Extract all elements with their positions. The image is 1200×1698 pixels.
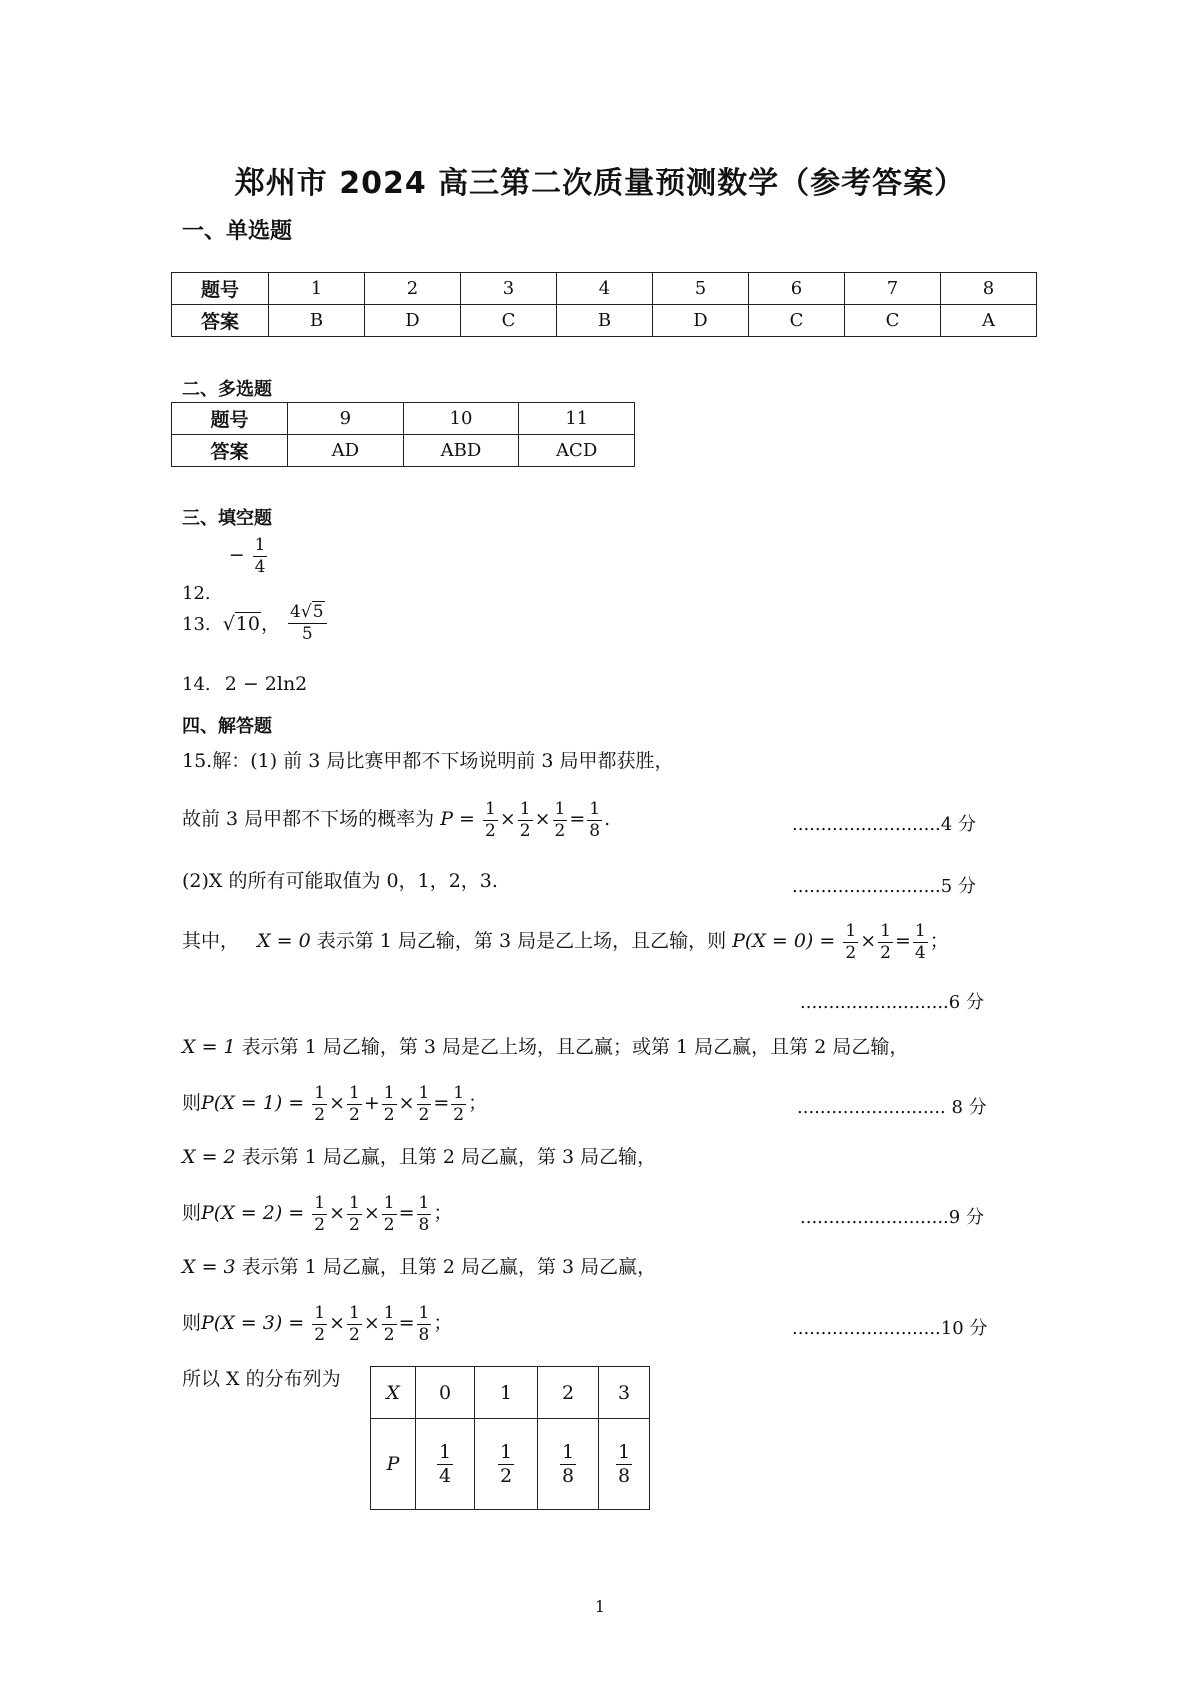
score-8: .......................... 8 分 [797, 1097, 987, 1118]
question-number: 1 [269, 273, 365, 305]
solution-line-3: (2)X 的所有可能取值为 0，1，2，3. [182, 870, 498, 892]
dist-x-value: 3 [599, 1367, 650, 1419]
solution-line-5: X = 1 表示第 1 局乙输，第 3 局是乙上场，且乙赢；或第 1 局乙赢，且第 2 局乙输， [182, 1036, 909, 1058]
answer-cell: ACD [519, 435, 635, 467]
dist-p-value: $\frac{1}{8}$ [599, 1419, 650, 1510]
solution-line-7: X = 2 表示第 1 局乙赢，且第 2 局乙赢，第 3 局乙输， [182, 1146, 657, 1168]
score-4: ..........................4 分 [792, 814, 976, 835]
question-number: 4 [557, 273, 653, 305]
answer-cell: B [557, 305, 653, 337]
solution-line-1: 15.解：(1) 前 3 局比赛甲都不下场说明前 3 局甲都获胜， [182, 750, 674, 772]
answer-cell: C [845, 305, 941, 337]
question-number: 2 [365, 273, 461, 305]
score-5: ..........................5 分 [792, 876, 976, 897]
answer-cell: AD [288, 435, 404, 467]
solution-line-6: 则P(X = 1) = $\frac{1}{2}$ × $\frac{1}{2}$ + $\frac{1}{2}$ × $\frac{1}{2}$ = $\frac{1}{2}$ ； [182, 1083, 488, 1125]
section-multiple-choice-heading: 二、多选题 [182, 379, 272, 400]
score-6: ..........................6 分 [800, 992, 984, 1013]
score-9: ..........................9 分 [800, 1207, 984, 1228]
fraction-numerator: 4√5 [288, 603, 327, 624]
score-10: ..........................10 分 [792, 1318, 988, 1339]
answer-14: 14. 2 − 2ln2 [182, 673, 308, 695]
dist-x-value: 0 [416, 1367, 475, 1419]
dist-p-value: $\frac{1}{8}$ [538, 1419, 599, 1510]
question-number-14: 14. [182, 674, 211, 695]
solution-line-9: X = 3 表示第 1 局乙赢，且第 2 局乙赢，第 3 局乙赢， [182, 1256, 657, 1278]
sqrt-expression: √10 [222, 613, 260, 636]
question-number: 11 [519, 403, 635, 435]
solution-line-2: 故前 3 局甲都不下场的概率为 P = $\frac{1}{2}$ × $\frac{1}{2}$ × $\frac{1}{2}$ = $\frac{1}{8}$ . [182, 799, 611, 841]
section-solution-heading: 四、解答题 [182, 716, 272, 737]
multiple-choice-answer-table [171, 402, 635, 467]
question-number: 5 [653, 273, 749, 305]
solution-line-10: 则P(X = 3) = $\frac{1}{2}$ × $\frac{1}{2}$ × $\frac{1}{2}$ = $\frac{1}{8}$ ； [182, 1303, 453, 1345]
row-label-question: 题号 [172, 403, 288, 435]
solution-line-8: 则P(X = 2) = $\frac{1}{2}$ × $\frac{1}{2}$ × $\frac{1}{2}$ = $\frac{1}{8}$ ； [182, 1193, 453, 1235]
question-number: 8 [941, 273, 1037, 305]
row-label-question: 题号 [172, 273, 269, 305]
answer-cell: ABD [403, 435, 519, 467]
dist-x-label: X [371, 1367, 416, 1419]
distribution-table [370, 1366, 650, 1510]
single-choice-answer-table [171, 272, 1037, 337]
fraction-denominator: 5 [301, 623, 313, 644]
question-number-12: 12. [182, 583, 211, 605]
fraction-denominator: 4 [254, 556, 266, 577]
answer-13: 13. √10， $\frac{4√5}{5}$ [182, 605, 329, 645]
row-label-answer: 答案 [172, 435, 288, 467]
answer-cell: D [653, 305, 749, 337]
answer-cell: C [461, 305, 557, 337]
dist-p-label: P [371, 1419, 416, 1510]
answer-cell: A [941, 305, 1037, 337]
dist-x-value: 1 [475, 1367, 538, 1419]
dist-p-value: $\frac{1}{2}$ [475, 1419, 538, 1510]
section-single-choice-heading: 一、单选题 [182, 219, 293, 244]
question-number: 7 [845, 273, 941, 305]
page-title: 郑州市 2024 高三第二次质量预测数学（参考答案） [234, 166, 966, 201]
solution-line-4: 其中， X = 0 表示第 1 局乙输，第 3 局是乙上场，且乙输，则 P(X = 0) = $\frac{1}{2}$ × $\frac{1}{2}$ = $\frac{1}{4}$ ； [182, 921, 949, 963]
answer-cell: C [749, 305, 845, 337]
dist-p-value: $\frac{1}{4}$ [416, 1419, 475, 1510]
question-number: 9 [288, 403, 404, 435]
answer-12 [182, 535, 269, 605]
answer-cell: B [269, 305, 365, 337]
solution-line-11: 所以 X 的分布列为 [182, 1368, 341, 1390]
answer-cell: D [365, 305, 461, 337]
question-number: 3 [461, 273, 557, 305]
page-number: 1 [594, 1597, 606, 1616]
section-fill-blank-heading: 三、填空题 [182, 508, 272, 529]
row-label-answer: 答案 [172, 305, 269, 337]
dist-x-value: 2 [538, 1367, 599, 1419]
question-number-13: 13. [182, 614, 211, 636]
minus-sign: − [228, 544, 245, 567]
question-number: 6 [749, 273, 845, 305]
fraction-numerator: 1 [254, 535, 266, 555]
question-number: 10 [403, 403, 519, 435]
